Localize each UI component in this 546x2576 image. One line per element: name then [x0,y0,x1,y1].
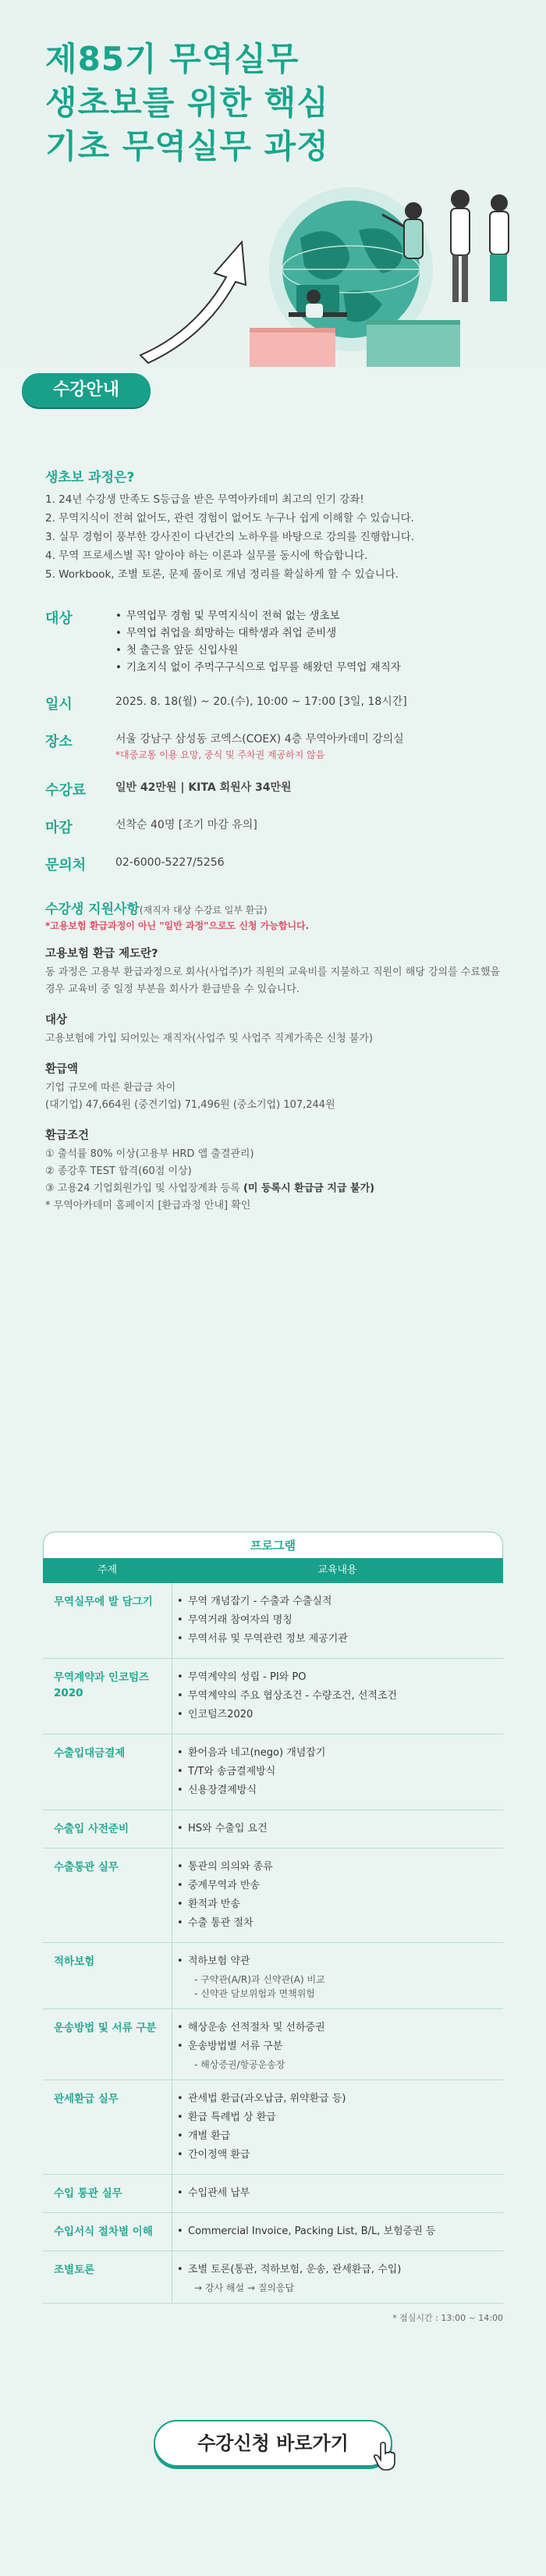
column-content: 교육내용 [317,1564,357,1576]
target-item: • 기초지식 없이 주먹구구식으로 업무를 해왔던 무역업 재직자 [115,659,401,676]
program-row [43,1943,503,2009]
program-content-list [172,2213,503,2250]
support-title-note: (재직자 대상 수강료 일부 환급) [139,905,268,916]
program-content-list [172,1810,503,1848]
program-content-item: • Commercial Invoice, Packing List, B/L, 보험증권 등 [177,2224,503,2240]
program-content-item: • 조별 토론(통관, 적하보험, 운송, 관세환급, 수입) [177,2262,503,2278]
program-content-item: • T/T와 송금결제방식 [177,1764,503,1780]
program-content-list [172,2251,503,2303]
hero-title [45,37,329,169]
program-content-item: • 해상운송 선적절차 및 선하증권 [177,2020,503,2036]
program-row [43,1659,503,1735]
program-heading: 프로그램 [43,1532,503,1558]
program-row [43,1810,503,1848]
refund-condition-line: ② 종강후 TEST 합격(60점 이상) [45,1165,192,1177]
program-topic: 적하보험 [54,1955,95,1968]
target-row [45,607,501,676]
place-row [45,731,501,762]
hero-title-line-1: 제85기 무역실무 [45,40,300,78]
deadline-value: 선착순 40명 [조기 마감 유의] [115,819,257,831]
hero-banner [0,0,546,367]
program-content-list [172,2175,503,2212]
course-info-section [0,418,546,1215]
program-content-list [172,1583,503,1658]
program-content-item: • 신용장결제방식 [177,1783,503,1799]
program-content-list [172,1848,503,1942]
intro-line: 5. Workbook, 조별 토론, 문제 풀이로 개념 정리를 확실하게 할 수 있습니다. [45,568,399,581]
program-content-item: • 간이정액 환급 [177,2147,503,2163]
target-item: • 무역업무 경험 및 무역지식이 전혀 없는 생초보 [115,607,401,624]
contact-value: 02-6000-5227/5256 [115,856,225,869]
program-content-item: • 무역계약의 주요 협상조건 - 수량조건, 선적조건 [177,1688,503,1704]
refund-target-text: 고용보험에 가입 되어있는 재직자(사업주 및 사업주 직계가족은 신청 불가) [45,1033,373,1044]
intro-line: 2. 무역지식이 전혀 없어도, 관련 경험이 없어도 누구나 쉽게 이해할 수 있습니다. [45,512,414,525]
target-label: 대상 [45,610,73,627]
deadline-label: 마감 [45,820,73,836]
support-title: 수강생 지원사항(재직자 대상 수강료 일부 환급) [45,902,268,917]
refund-condition-warning: (미 등록시 환급금 지급 불가) [243,1183,375,1194]
program-topic: 수출입 사전준비 [54,1823,129,1835]
program-row [43,1583,503,1659]
fee-value: 일반 42만원 | KITA 회원사 34만원 [115,781,292,794]
refund-amount-line: 기업 규모에 따른 환급금 차이 [45,1082,176,1094]
program-content-item: • 무역거래 참여자의 명칭 [177,1613,503,1628]
program-row [43,2009,503,2080]
pointer-hand-icon [373,2442,396,2471]
intro-heading: 생초보 과정은? [45,470,135,486]
program-content-subitem: - 신약관 담보위험과 면책위험 [194,1988,315,1999]
program-content-subitem: → 강사 해설 → 질의응답 [194,2282,295,2293]
program-content-list [172,1659,503,1734]
program-topic: 관세환급 실무 [54,2093,119,2105]
hero-illustration [133,168,523,367]
program-content-item: • 개별 환급 [177,2129,503,2144]
intro-line: 1. 24년 수강생 만족도 S등급을 받은 무역아카데미 최고의 인기 강좌! [45,493,364,506]
support-note: *고용보험 환급과정이 아닌 "일반 과정"으로도 신청 가능합니다. [45,920,310,931]
date-value: 2025. 8. 18(월) ~ 20.(수), 10:00 ~ 17:00 [3일, 18시간] [115,696,407,708]
refund-question: 고용보험 환급 제도란? [45,948,158,960]
program-content-list [172,1943,503,2008]
program-content-item: • 무역서류 및 무역관련 정보 제공기관 [177,1631,503,1647]
program-content-item: • 환어음과 네고(nego) 개념잡기 [177,1745,503,1761]
program-topic: 수입 통관 실무 [54,2187,122,2200]
target-item: • 첫 출근을 앞둔 신입사원 [115,642,401,659]
program-content-subitem: - 해상증권/항공운송장 [194,2059,285,2070]
program-topic: 운송방법 및 서류 구분 [54,2022,157,2034]
program-topic: 조별토론 [54,2264,95,2276]
intro-line: 3. 실무 경험이 풍부한 강사진이 다년간의 노하우를 바탕으로 강의를 진행합니다. [45,531,415,543]
hero-title-line-2: 생초보를 위한 핵심 [45,84,329,122]
apply-button[interactable]: 수강신청 바로가기 [154,2420,392,2467]
intro-line: 4. 무역 프로세스별 꼭! 알아야 하는 이론과 실무를 동시에 학습합니다. [45,550,368,562]
refund-target-heading: 대상 [45,1014,68,1026]
program-content-item: • 환적과 반송 [177,1897,503,1912]
program-column-headers [43,1558,503,1583]
place-note: *대중교통 이용 요망, 중식 및 주차권 제공하지 않음 [115,749,325,760]
program-content-item: • HS와 수출입 요건 [177,1821,503,1837]
program-topic: 수출입대금결제 [54,1747,126,1759]
program-content-item: • 운송방법별 서류 구분 [177,2039,503,2055]
program-content-item: • 적하보험 약관 [177,1954,503,1969]
date-label: 일시 [45,696,73,713]
refund-condition-line: ① 출석률 80% 이상(고용부 HRD 앱 출결관리) [45,1148,254,1160]
date-row [45,693,501,713]
contact-row [45,854,501,874]
intro-list [45,490,501,584]
program-row [43,1735,503,1810]
fee-row [45,779,501,799]
fee-label: 수강료 [45,782,87,799]
program-topic: 무역계약과 인코텀즈2020 [54,1671,150,1699]
program-row [43,2213,503,2251]
program-topic: 수출통관 실무 [54,1861,119,1873]
column-subject: 주제 [97,1564,118,1576]
program-content-item: • 관세법 환급(과오납금, 위약환급 등) [177,2091,503,2107]
refund-answer: 동 과정은 고용부 환급과정으로 회사(사업주)가 직원의 교육비를 지불하고 직원이 해당 강의를 수료했을 경우 교육비 중 일정 부분을 회사가 환급받을 수 있습니다. [45,966,501,995]
refund-amount-line: (대기업) 47,664원 (중견기업) 71,496원 (중소기업) 107,244원 [45,1099,335,1111]
program-row [43,2175,503,2213]
program-content-list [172,2080,503,2174]
program-rows [43,1583,503,2304]
program-row [43,2080,503,2175]
section-label-course-info: 수강안내 [22,373,151,407]
program-content-item: • 중계무역과 반송 [177,1878,503,1894]
hero-title-line-3: 기초 무역실무 과정 [45,127,329,165]
program-topic: 무역실무에 발 담그기 [54,1596,153,1608]
program-content-subitem: - 구약관(A/R)과 신약관(A) 비교 [194,1974,325,1985]
program-row [43,1848,503,1943]
place-value: 서울 강남구 삼성동 코엑스(COEX) 4층 무역아카데미 강의실 [115,733,404,745]
program-topic: 수입서식 절차별 이해 [54,2226,153,2238]
program-content-item: • 환급 특례법 상 환급 [177,2110,503,2126]
program-content-item: • 통관의 의의와 종류 [177,1859,503,1875]
refund-amount-heading: 환급액 [45,1063,79,1076]
program-content-list [172,1735,503,1809]
program-content-item: • 수입관세 납부 [177,2186,503,2201]
contact-label: 문의처 [45,857,87,873]
lunch-time-note: * 점심시간 : 13:00 ~ 14:00 [392,2313,503,2323]
refund-condition-line: ③ 고용24 기업회원가입 및 사업장계좌 등록 (미 등록시 환급금 지급 불가) [45,1183,375,1194]
refund-condition-line: * 무역아카데미 홈페이지 [환급과정 안내] 확인 [45,1200,251,1212]
program-content-list [172,2009,503,2080]
place-label: 장소 [45,734,73,750]
program-table [43,1532,503,2324]
refund-condition-heading: 환급조건 [45,1130,90,1142]
deadline-row [45,817,501,837]
program-row [43,2251,503,2304]
program-content-item: • 무역계약의 성립 - PI와 PO [177,1670,503,1685]
program-content-item: • 수출 통관 절차 [177,1916,503,1931]
program-content-item: • 인코텀즈2020 [177,1707,503,1723]
program-content-item: • 무역 개념잡기 - 수출과 수출실적 [177,1594,503,1610]
target-list [115,607,401,676]
target-item: • 무역업 취업을 희망하는 대학생과 취업 준비생 [115,624,401,642]
